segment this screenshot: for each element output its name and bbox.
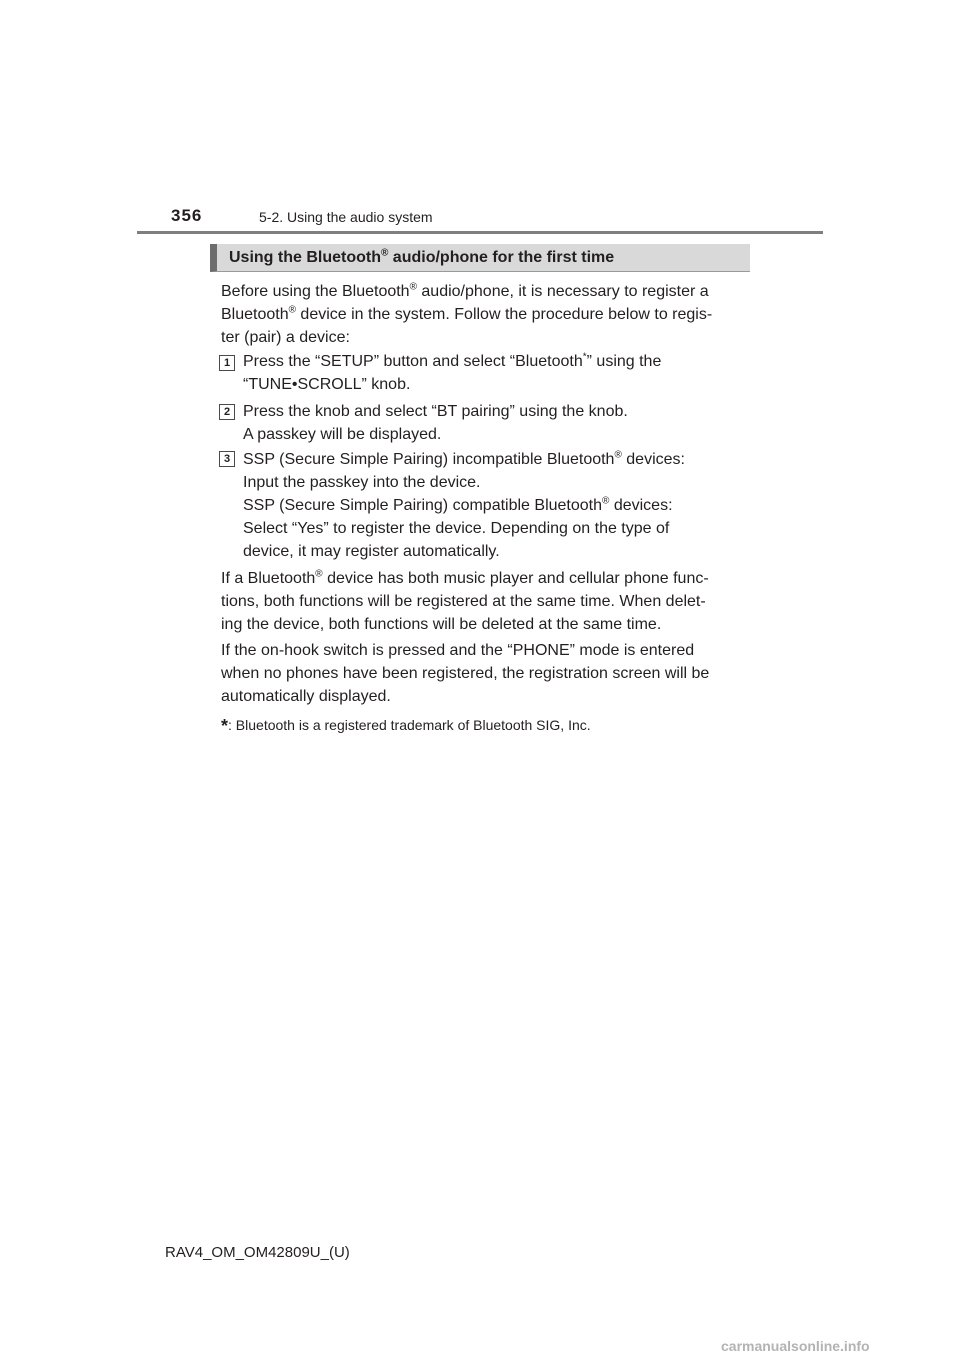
step-number-2: 2 [219,404,235,420]
step-3-text: SSP (Secure Simple Pairing) incompatible Bluetooth® devices: Input the passkey into the device. SSP (Secure Simple Pairing) compatible Bluetooth® devices: Select “Yes” to register the device. Depending on the type of device, it may register automatically. [243,449,685,560]
document-code: RAV4_OM_OM42809U_(U) [165,1244,350,1261]
step-number-3: 3 [219,451,235,467]
intro-paragraph: Before using the Bluetooth® audio/phone, it is necessary to register a Bluetooth® device in the system. Follow the procedure below to regis- ter (pair) a device: [221,281,713,346]
step-number-1: 1 [219,355,235,371]
music-player-paragraph: If a Bluetooth® device has both music player and cellular phone func- tions, both functions will be registered at the same time. When delet- ing the device, both functions will be deleted at the same time. [221,568,709,633]
on-hook-paragraph: If the on-hook switch is pressed and the “PHONE” mode is entered when no phones have been registered, the registration screen will be automatically displayed. [221,642,710,705]
watermark: carmanualsonline.info [721,1338,870,1354]
footnote: *: Bluetooth is a registered trademark of Bluetooth SIG, Inc. [221,716,591,736]
step-2-text: Press the knob and select “BT pairing” using the knob. A passkey will be displayed. [243,403,628,443]
section-title: 5-2. Using the audio system [259,209,433,225]
section-heading [210,244,750,272]
header-divider [137,231,823,234]
step-1-text: Press the “SETUP” button and select “Bluetooth*” using the “TUNE•SCROLL” knob. [243,351,662,393]
section-heading-text: Using the Bluetooth® audio/phone for the first time [229,247,615,266]
page-number: 356 [171,206,203,225]
